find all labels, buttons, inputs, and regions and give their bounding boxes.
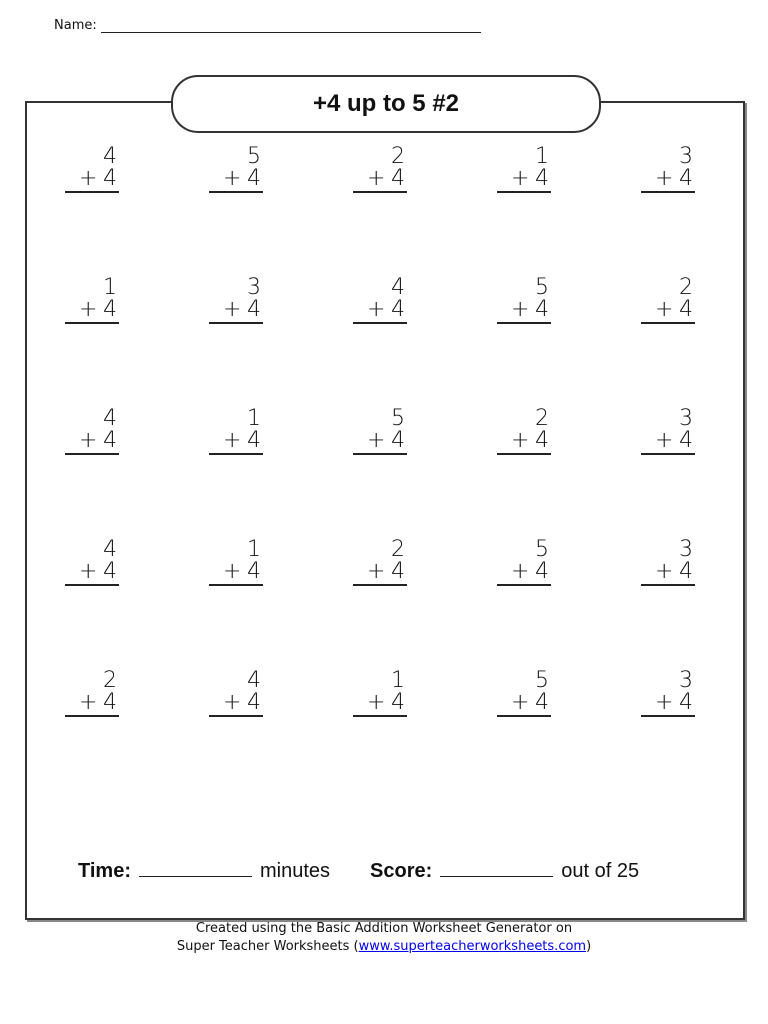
addend-number: 4 bbox=[679, 559, 693, 584]
top-number: 1 bbox=[247, 406, 261, 431]
addition-problem bbox=[353, 670, 407, 717]
top-number: 1 bbox=[103, 275, 117, 300]
addition-problem bbox=[497, 146, 551, 193]
credit-line-1: Created using the Basic Addition Worksheet Generator on bbox=[195, 921, 573, 936]
addition-problem bbox=[497, 408, 551, 455]
addition-problem bbox=[353, 146, 407, 193]
addend-number: 4 bbox=[103, 428, 117, 453]
plus-operator: + bbox=[511, 166, 530, 191]
top-number: 2 bbox=[535, 406, 549, 431]
problem-row bbox=[25, 670, 745, 801]
addition-problem bbox=[209, 408, 263, 455]
top-number: 4 bbox=[103, 406, 117, 431]
addend-number: 4 bbox=[247, 559, 261, 584]
top-number: 2 bbox=[103, 668, 117, 693]
addition-problem bbox=[65, 539, 119, 586]
top-number: 4 bbox=[391, 275, 405, 300]
answer-line bbox=[209, 430, 263, 455]
plus-operator: + bbox=[223, 166, 242, 191]
top-number: 5 bbox=[535, 537, 549, 562]
plus-operator: + bbox=[655, 297, 674, 322]
top-number: 4 bbox=[103, 537, 117, 562]
addition-problem bbox=[641, 146, 695, 193]
addend-number: 4 bbox=[247, 690, 261, 715]
problem-row bbox=[25, 408, 745, 539]
worksheet-title bbox=[171, 75, 601, 133]
name-field bbox=[54, 18, 481, 33]
addend-number: 4 bbox=[103, 690, 117, 715]
answer-line bbox=[353, 430, 407, 455]
addition-problem bbox=[209, 146, 263, 193]
credit-suffix: ) bbox=[586, 939, 592, 954]
plus-operator: + bbox=[223, 428, 242, 453]
plus-operator: + bbox=[367, 297, 386, 322]
answer-line bbox=[65, 561, 119, 586]
plus-operator: + bbox=[511, 428, 530, 453]
addition-problem bbox=[497, 670, 551, 717]
addition-problem bbox=[65, 408, 119, 455]
addition-problem bbox=[209, 539, 263, 586]
footer-stats bbox=[78, 858, 639, 883]
answer-line bbox=[497, 692, 551, 717]
plus-operator: + bbox=[511, 297, 530, 322]
top-number: 5 bbox=[535, 275, 549, 300]
credit-link[interactable]: www.superteacherworksheets.com bbox=[358, 939, 587, 954]
addition-problem bbox=[65, 146, 119, 193]
addition-problem bbox=[641, 539, 695, 586]
top-number: 3 bbox=[679, 668, 693, 693]
plus-operator: + bbox=[367, 559, 386, 584]
addition-problem bbox=[641, 408, 695, 455]
answer-line bbox=[641, 430, 695, 455]
plus-operator: + bbox=[79, 690, 98, 715]
answer-line bbox=[209, 299, 263, 324]
addend-number: 4 bbox=[679, 166, 693, 191]
top-number: 3 bbox=[679, 144, 693, 169]
addend-number: 4 bbox=[103, 559, 117, 584]
top-number: 3 bbox=[247, 275, 261, 300]
credit-line-2 bbox=[0, 938, 768, 956]
plus-operator: + bbox=[79, 166, 98, 191]
top-number: 2 bbox=[391, 144, 405, 169]
name-blank-line[interactable] bbox=[101, 20, 481, 33]
top-number: 3 bbox=[679, 406, 693, 431]
addition-problem bbox=[641, 670, 695, 717]
plus-operator: + bbox=[223, 559, 242, 584]
answer-line bbox=[65, 692, 119, 717]
name-label: Name: bbox=[54, 18, 97, 33]
plus-operator: + bbox=[79, 559, 98, 584]
answer-line bbox=[641, 299, 695, 324]
answer-line bbox=[65, 168, 119, 193]
addend-number: 4 bbox=[679, 428, 693, 453]
top-number: 2 bbox=[679, 275, 693, 300]
problem-grid bbox=[25, 146, 745, 801]
addition-problem bbox=[353, 408, 407, 455]
plus-operator: + bbox=[655, 428, 674, 453]
plus-operator: + bbox=[511, 559, 530, 584]
addend-number: 4 bbox=[247, 428, 261, 453]
time-label: Time: bbox=[78, 860, 131, 882]
top-number: 1 bbox=[535, 144, 549, 169]
answer-line bbox=[641, 561, 695, 586]
addend-number: 4 bbox=[535, 297, 549, 322]
addend-number: 4 bbox=[535, 690, 549, 715]
problem-row bbox=[25, 146, 745, 277]
answer-line bbox=[209, 692, 263, 717]
top-number: 5 bbox=[391, 406, 405, 431]
addend-number: 4 bbox=[103, 297, 117, 322]
answer-line bbox=[497, 168, 551, 193]
addend-number: 4 bbox=[103, 166, 117, 191]
plus-operator: + bbox=[367, 690, 386, 715]
plus-operator: + bbox=[223, 297, 242, 322]
answer-line bbox=[65, 299, 119, 324]
addend-number: 4 bbox=[535, 166, 549, 191]
addition-problem bbox=[209, 670, 263, 717]
addition-problem bbox=[497, 277, 551, 324]
addend-number: 4 bbox=[391, 297, 405, 322]
plus-operator: + bbox=[511, 690, 530, 715]
top-number: 5 bbox=[247, 144, 261, 169]
addition-problem bbox=[65, 670, 119, 717]
addend-number: 4 bbox=[391, 166, 405, 191]
credit-prefix: Super Teacher Worksheets ( bbox=[176, 939, 359, 954]
addition-problem bbox=[641, 277, 695, 324]
out-of-label: out of 25 bbox=[561, 860, 640, 882]
addition-problem bbox=[497, 539, 551, 586]
top-number: 5 bbox=[535, 668, 549, 693]
answer-line bbox=[353, 299, 407, 324]
top-number: 1 bbox=[247, 537, 261, 562]
minutes-label: minutes bbox=[259, 860, 331, 882]
answer-line bbox=[497, 430, 551, 455]
addend-number: 4 bbox=[535, 428, 549, 453]
top-number: 3 bbox=[679, 537, 693, 562]
plus-operator: + bbox=[367, 428, 386, 453]
addition-problem bbox=[353, 277, 407, 324]
addend-number: 4 bbox=[247, 297, 261, 322]
plus-operator: + bbox=[79, 297, 98, 322]
plus-operator: + bbox=[655, 559, 674, 584]
title-text: +4 up to 5 #2 bbox=[312, 90, 460, 117]
answer-line bbox=[497, 299, 551, 324]
addend-number: 4 bbox=[391, 559, 405, 584]
addition-problem bbox=[65, 277, 119, 324]
plus-operator: + bbox=[655, 690, 674, 715]
answer-line bbox=[353, 168, 407, 193]
top-number: 2 bbox=[391, 537, 405, 562]
answer-line bbox=[65, 430, 119, 455]
score-label: Score: bbox=[370, 860, 433, 882]
addend-number: 4 bbox=[535, 559, 549, 584]
addend-number: 4 bbox=[247, 166, 261, 191]
time-blank[interactable] bbox=[139, 858, 252, 877]
answer-line bbox=[641, 168, 695, 193]
plus-operator: + bbox=[655, 166, 674, 191]
plus-operator: + bbox=[223, 690, 242, 715]
addition-problem bbox=[353, 539, 407, 586]
answer-line bbox=[497, 561, 551, 586]
answer-line bbox=[209, 561, 263, 586]
top-number: 4 bbox=[247, 668, 261, 693]
problem-row bbox=[25, 539, 745, 670]
answer-line bbox=[353, 561, 407, 586]
addend-number: 4 bbox=[679, 297, 693, 322]
credit-footer bbox=[0, 920, 768, 956]
addend-number: 4 bbox=[679, 690, 693, 715]
addend-number: 4 bbox=[391, 690, 405, 715]
plus-operator: + bbox=[367, 166, 386, 191]
top-number: 1 bbox=[391, 668, 405, 693]
answer-line bbox=[353, 692, 407, 717]
score-blank[interactable] bbox=[440, 858, 553, 877]
addend-number: 4 bbox=[391, 428, 405, 453]
addition-problem bbox=[209, 277, 263, 324]
answer-line bbox=[209, 168, 263, 193]
answer-line bbox=[641, 692, 695, 717]
problem-row bbox=[25, 277, 745, 408]
top-number: 4 bbox=[103, 144, 117, 169]
plus-operator: + bbox=[79, 428, 98, 453]
